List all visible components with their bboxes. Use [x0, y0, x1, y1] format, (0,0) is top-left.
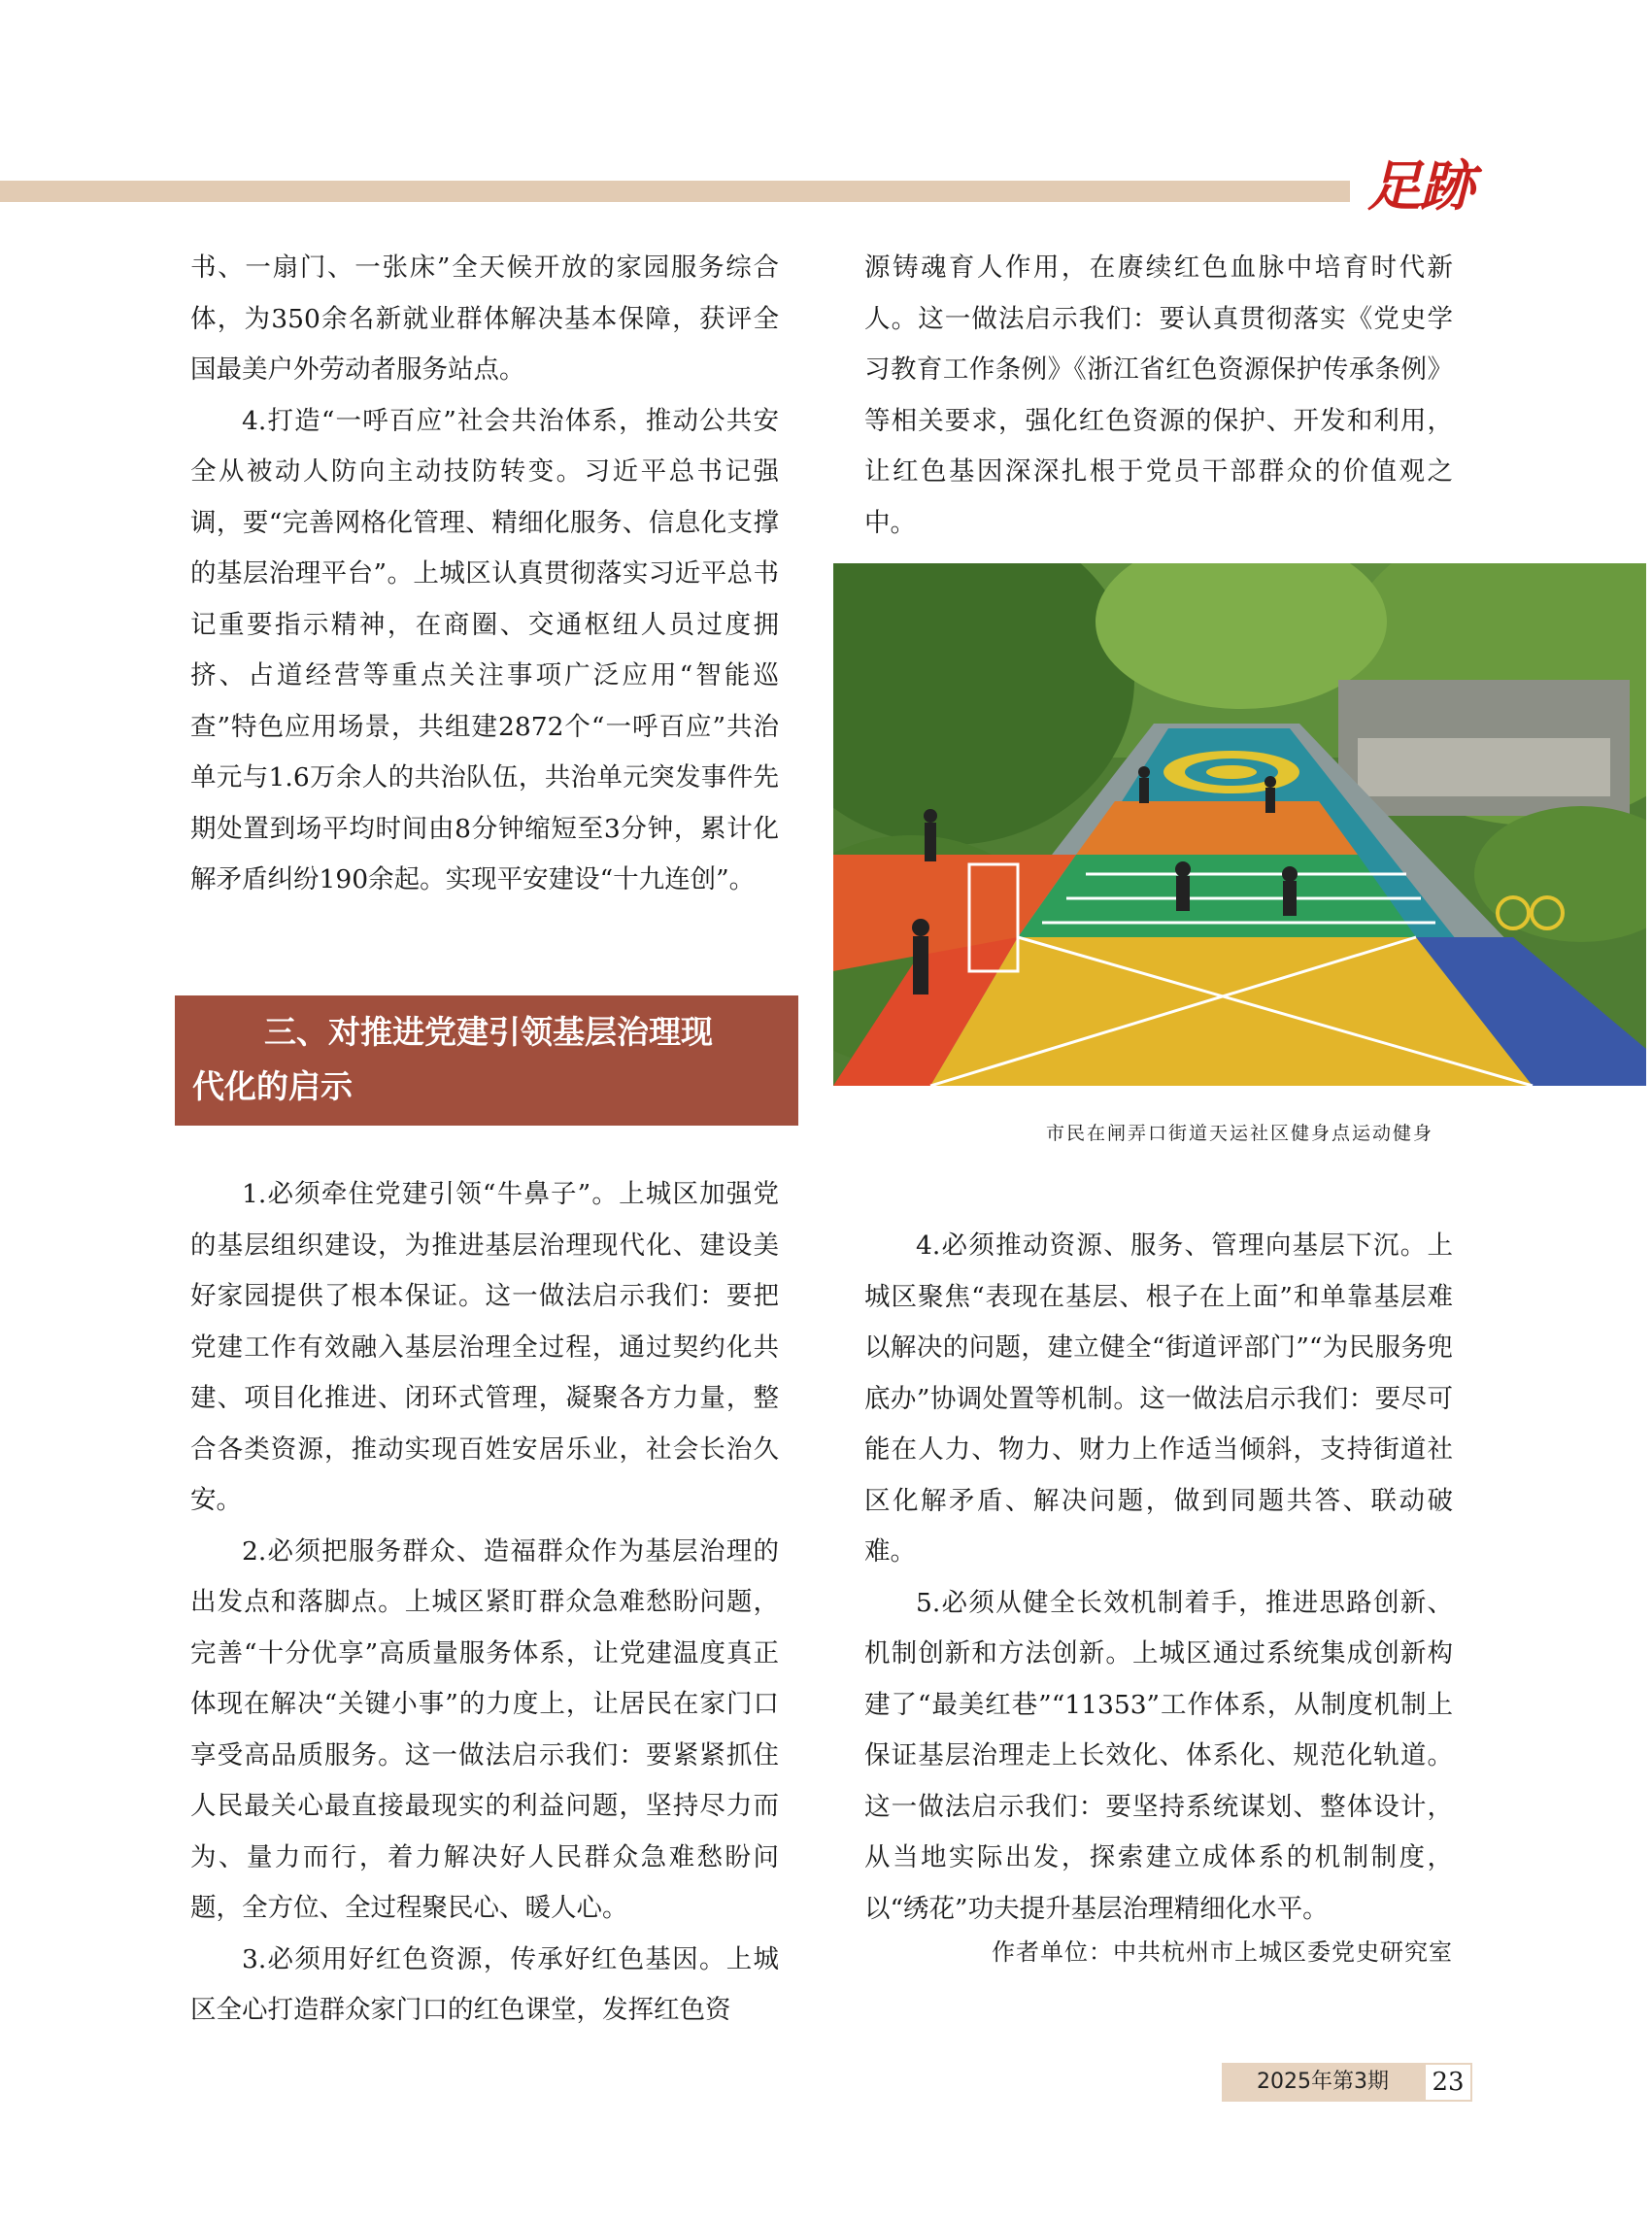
paragraph: 5.必须从健全长效机制着手，推进思路创新、机制创新和方法创新。上城区通过系统集成创新构建了“最美红巷”“11353”工作体系，从制度机制上保证基层治理走上长效化、体系化、规范化轨道。这一做法启示我们：要坚持系统谋划、整体设计，从当地实际出发，探索建立成体系的机制制度，以“绣花”功夫提升基层治理精细化水平。 [864, 1587, 1453, 1924]
author-affiliation: 作者单位：中共杭州市上城区委党史研究室 [992, 1938, 1453, 1966]
header-accent-bar [0, 181, 1350, 202]
page-number: 23 [1424, 2063, 1472, 2102]
section-heading-line-2: 代化的启示 [192, 1067, 353, 1105]
issue-label: 2025年第3期 [1222, 2063, 1424, 2102]
left-column-bottom [190, 1169, 779, 2037]
paragraph: 书、一扇门、一张床”全天候开放的家园服务综合体，为350余名新就业群体解决基本保障，获评全国最美户外劳动者服务站点。 [190, 253, 779, 385]
paragraph: 4.必须推动资源、服务、管理向基层下沉。上城区聚焦“表现在基层、根子在上面”和单靠基层难以解决的问题，建立健全“街道评部门”“为民服务兜底办”协调处置等机制。这一做法启示我们：要尽可能在人力、物力、财力上作适当倾斜，支持街道社区化解矛盾、解决问题，做到同题共答、联动破难。 [864, 1230, 1453, 1567]
publication-logo: 足跡 [1367, 154, 1472, 219]
photo-caption: 市民在闸弄口街道天运社区健身点运动健身 [1045, 1123, 1433, 1144]
right-column-bottom [864, 1221, 1453, 1935]
sports-court-photo [833, 563, 1646, 1086]
left-column-top [190, 243, 779, 906]
right-column-top [864, 243, 1453, 549]
section-heading [175, 995, 798, 1126]
section-heading-line-1: 三、对推进党建引领基层治理现 [264, 1013, 713, 1051]
paragraph: 2.必须把服务群众、造福群众作为基层治理的出发点和落脚点。上城区紧盯群众急难愁盼问题，完善“十分优享”高质量服务体系，让党建温度真正体现在解决“关键小事”的力度上，让居民在家门口享受高品质服务。这一做法启示我们：要紧紧抓住人民最关心最直接最现实的利益问题，坚持尽力而为、量力而行，着力解决好人民群众急难愁盼问题，全方位、全过程聚民心、暖人心。 [190, 1535, 779, 1923]
paragraph: 4.打造“一呼百应”社会共治体系，推动公共安全从被动人防向主动技防转变。习近平总书记强调，要“完善网格化管理、精细化服务、信息化支撑的基层治理平台”。上城区认真贯彻落实习近平总书记重要指示精神，在商圈、交通枢纽人员过度拥挤、占道经营等重点关注事项广泛应用“智能巡查”特色应用场景，共组建2872个“一呼百应”共治单元与1.6万余人的共治队伍，共治单元突发事件先期处置到场平均时间由8分钟缩短至3分钟，累计化解矛盾纠纷190余起。实现平安建设“十九连创”。 [190, 405, 779, 894]
paragraph: 1.必须牵住党建引领“牛鼻子”。上城区加强党的基层组织建设，为推进基层治理现代化、建设美好家园提供了根本保证。这一做法启示我们：要把党建工作有效融入基层治理全过程，通过契约化共建、项目化推进、闭环式管理，凝聚各方力量，整合各类资源，推动实现百姓安居乐业，社会长治久安。 [190, 1179, 779, 1515]
paragraph: 3.必须用好红色资源，传承好红色基因。上城区全心打造群众家门口的红色课堂，发挥红色资 [190, 1943, 779, 2025]
paragraph: 源铸魂育人作用，在赓续红色血脉中培育时代新人。这一做法启示我们：要认真贯彻落实《党史学习教育工作条例》《浙江省红色资源保护传承条例》等相关要求，强化红色资源的保护、开发和利用，让红色基因深深扎根于党员干部群众的价值观之中。 [864, 253, 1453, 538]
